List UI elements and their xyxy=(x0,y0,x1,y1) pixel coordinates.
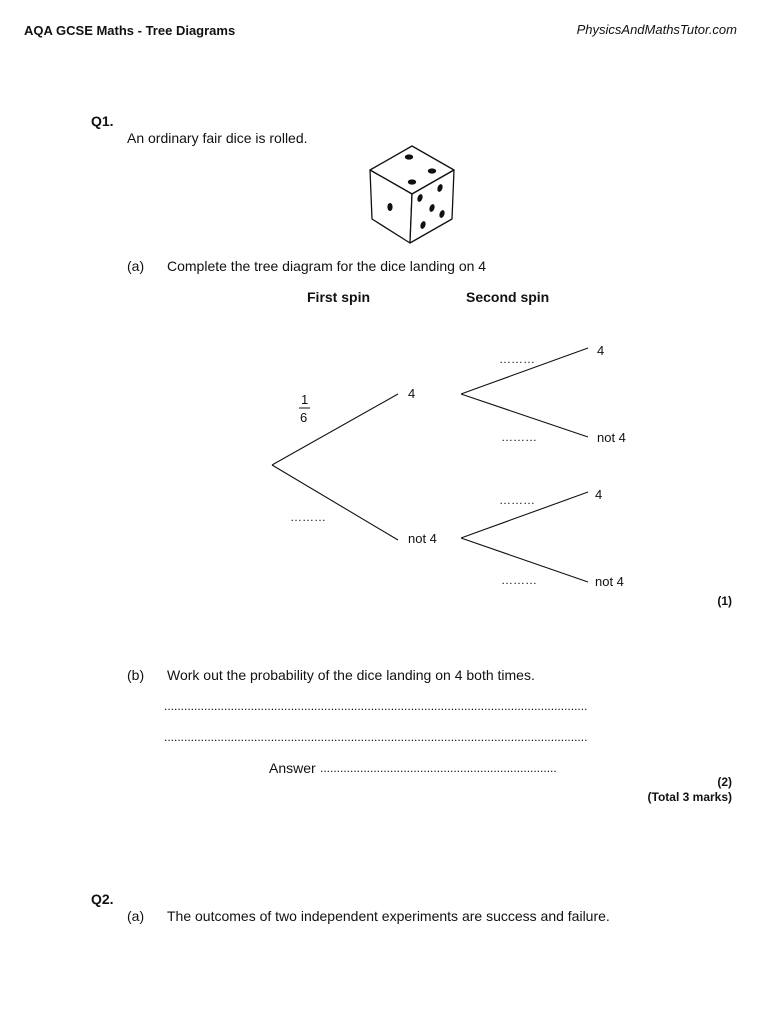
header-title: AQA GCSE Maths - Tree Diagrams xyxy=(24,23,236,38)
fraction-denominator: 6 xyxy=(300,410,308,425)
answer-line-2[interactable]: ............................................................................................................................... xyxy=(164,730,588,744)
header-site: PhysicsAndMathsTutor.com xyxy=(576,22,737,37)
q1b-marks: (2) xyxy=(717,775,732,789)
outcome-first-not4: not 4 xyxy=(408,531,437,546)
outcome-second-4-b: 4 xyxy=(595,487,603,502)
q2a-label: (a) xyxy=(127,908,145,924)
tree-col-second: Second spin xyxy=(466,289,550,305)
blank-second-4-4[interactable]: ……… xyxy=(499,352,535,366)
branch-first-4 xyxy=(272,394,398,465)
q1a-marks: (1) xyxy=(717,594,732,608)
tree-col-first: First spin xyxy=(307,289,371,305)
q2a-text: The outcomes of two independent experiments are success and failure. xyxy=(167,908,610,924)
question-number-q2: Q2. xyxy=(91,891,114,907)
q1a-text: Complete the tree diagram for the dice landing on 4 xyxy=(167,258,487,274)
q1-intro: An ordinary fair dice is rolled. xyxy=(127,130,308,146)
tree-diagram xyxy=(272,348,588,582)
answer-line-1[interactable]: ............................................................................................................................... xyxy=(164,699,588,713)
outcome-second-4-a: 4 xyxy=(597,343,605,358)
branch-first-not4 xyxy=(272,465,398,540)
dice-pip xyxy=(405,154,413,159)
q1-total-marks: (Total 3 marks) xyxy=(647,790,732,804)
fraction-numerator: 1 xyxy=(301,392,309,407)
blank-second-4-not4[interactable]: ……… xyxy=(501,430,537,444)
outcome-first-4: 4 xyxy=(408,386,416,401)
dice-pip xyxy=(428,168,436,173)
blank-first-not4[interactable]: ……… xyxy=(290,510,326,524)
q1a-label: (a) xyxy=(127,258,145,274)
dice-pip xyxy=(387,203,392,211)
answer-field[interactable]: ....................................................................... xyxy=(320,761,557,775)
q1b-text: Work out the probability of the dice landing on 4 both times. xyxy=(167,667,535,683)
outcome-second-not4-b: not 4 xyxy=(595,574,624,589)
q1b-label: (b) xyxy=(127,667,145,683)
blank-second-not4-4[interactable]: ……… xyxy=(499,493,535,507)
dice-pip xyxy=(408,179,416,184)
blank-second-not4-not4[interactable]: ……… xyxy=(501,573,537,587)
question-number-q1: Q1. xyxy=(91,113,114,129)
answer-label: Answer xyxy=(269,760,316,776)
outcome-second-not4-a: not 4 xyxy=(597,430,626,445)
